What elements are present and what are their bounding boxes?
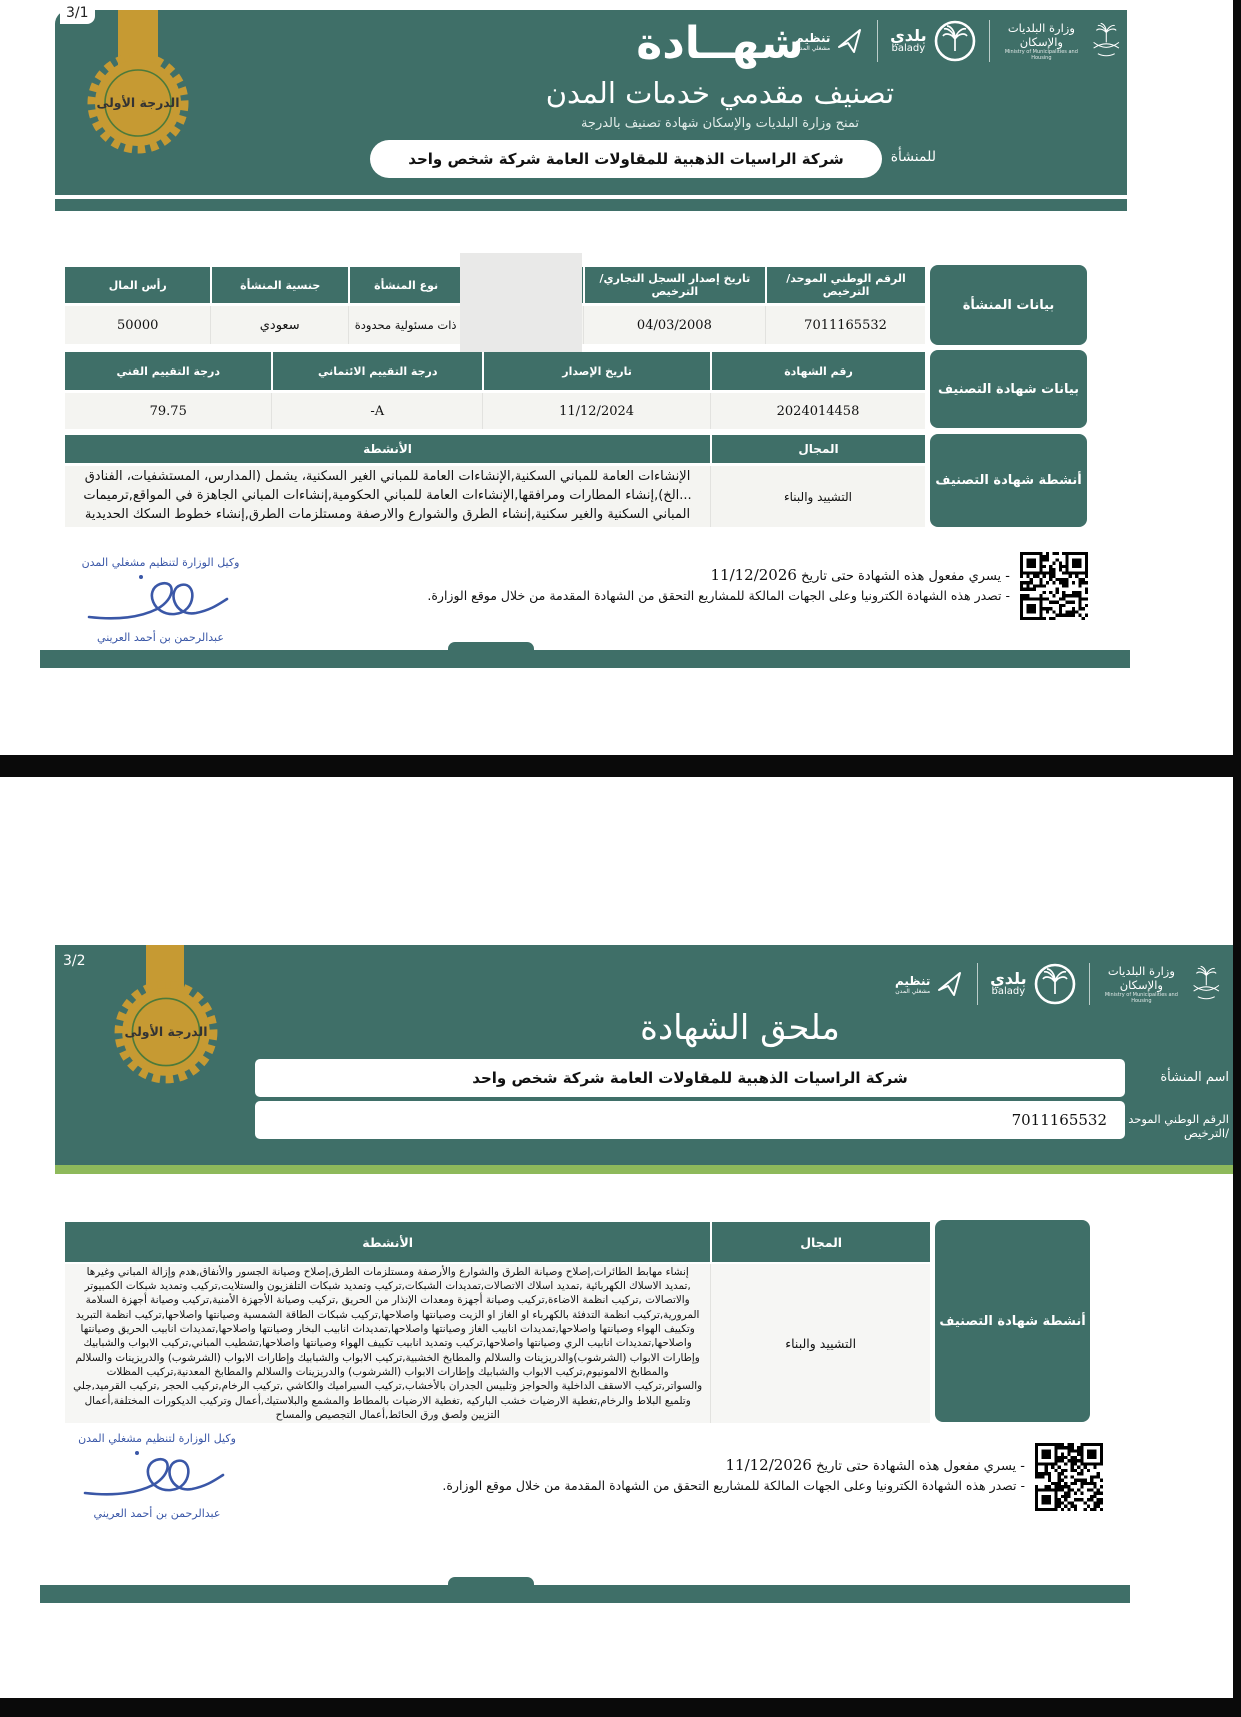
balady-logo bbox=[890, 19, 976, 63]
validity-date: 11/12/2026 bbox=[725, 1456, 812, 1474]
ministry-logo bbox=[1001, 13, 1125, 69]
validity-text: - يسري مفعول هذه الشهادة حتى تاريخ bbox=[801, 569, 1010, 584]
balady-palm-icon bbox=[1033, 962, 1077, 1006]
footer-notes bbox=[300, 566, 1010, 603]
entity-name-field bbox=[255, 1059, 1125, 1097]
logo-divider bbox=[977, 963, 978, 1005]
tanzim-arrow-icon bbox=[935, 969, 965, 999]
header-logos bbox=[895, 955, 1225, 1013]
ministry-emblem-icon bbox=[1188, 956, 1225, 1012]
logo-divider bbox=[989, 20, 990, 62]
cell-value: سعودي bbox=[210, 306, 348, 344]
col-header: نوع المنشأة bbox=[348, 267, 462, 303]
tanzim-label: تنظيم bbox=[795, 30, 831, 45]
footer-notes bbox=[300, 1456, 1025, 1493]
issue-note: - تصدر هذه الشهادة الكترونيا وعلى الجهات المالكة للمشاريع التحقق من الشهادة المقدمة من خلال موقع الوزارة. bbox=[442, 1478, 1025, 1493]
certificate-table-values bbox=[65, 393, 925, 429]
col-header: تاريخ الإصدار bbox=[482, 352, 710, 390]
activities-table-body bbox=[65, 466, 925, 527]
col-header: المجال bbox=[710, 1222, 930, 1262]
col-header: الأنشطة bbox=[65, 435, 710, 463]
national-number-field bbox=[255, 1101, 1125, 1139]
field-label: اسم المنشأة bbox=[1160, 1070, 1229, 1085]
page1-title: شهــادة bbox=[636, 18, 804, 69]
tanzim-sublabel: مشغلي المدن bbox=[795, 44, 831, 52]
section-certificate-label: بيانات شهادة التصنيف bbox=[930, 350, 1087, 428]
page1-bottom-bar bbox=[40, 650, 1130, 668]
entity-label: للمنشأة bbox=[890, 149, 936, 165]
signature-icon bbox=[81, 571, 241, 629]
certificate-table-header bbox=[65, 352, 925, 390]
cell-value: A- bbox=[271, 393, 482, 429]
entity-name-value: شركة الراسيات الذهبية للمقاولات العامة شركة شخص واحد bbox=[472, 1069, 908, 1087]
signature-block bbox=[68, 556, 253, 644]
page2-header-olive-strip bbox=[55, 1165, 1233, 1174]
entity-name: شركة الراسيات الذهبية للمقاولات العامة شركة شخص واحد bbox=[408, 150, 844, 168]
col-header: تاريخ إصدار السجل التجاري/ الترخيص bbox=[583, 267, 765, 303]
validity-date: 11/12/2026 bbox=[710, 566, 797, 584]
section-activities-label: أنشطة شهادة التصنيف bbox=[930, 434, 1087, 527]
signature-block bbox=[62, 1432, 252, 1520]
tanzim-logo bbox=[895, 969, 965, 999]
col-header: رقم الشهادة bbox=[710, 352, 925, 390]
col-header: جنسية المنشأة bbox=[210, 267, 348, 303]
cell-value: 11/12/2024 bbox=[482, 393, 710, 429]
page2-page-number: 3/2 bbox=[63, 953, 86, 969]
activities-text: إنشاء مهابط الطائرات,إصلاح وصيانة الطرق والشوارع والأرصفة ومستلزمات الطرق,إصلاح وصيانة الجسور والأنفاق,هدم وإزالة المباني وغيرها ,تمديد الاسلاك الكهربائية ,تمديد اسلاك الاتصالات,تمديدات الشبكات,تركيب وتمديد شبكات التلفزيون والستلايت,تركيب وتمديد شبكات الكمبيوتر والاتصالات ,تركيب انظمة الاضاءة,تركيب وصيانة أجهزة ومعدات الإنذار من الحريق ,تركيب وصيانة الأجهزة الأمنية,تركيب وصيانة أجهزة السلامة المرورية,تركيب انظمة التدفئة بالكهرباء او الغاز او الزيت وصيانتها واصلاحها,تركيب شبكات الطاقة الشمسية وصيانتها واصلاحها,تركيب انظمة التبريد وتكييف الهواء وصيانتها واصلاحها,تمديدات انابيب الغاز وصيانتها واصلاحها,تمديدات انابيب البخار وصيانتها واصلاحها,تمديدات انابيب الحريق وصيانتها واصلاحها,تمديدات انابيب الري وصيانتها واصلاحها,تركيب وتمديد انابيب تكييف الهواء وصيانتها واصلاحها,تشطيب المباني,تركيب الابواب والشبابيك وإطارات الابواب (الشرشوب)والدريزينات والسلالم والمطابخ الخشبية,تركيب الابواب والشبابيك وإطارات الابواب (الشرشوب) والدريزينات والسلالم والمطابخ الالمونيوم,تركيب الابواب والشبابيك وإطارات الابواب (الشرشوب) والدريزينات والسلالم والمطابخ المعدنية,تركيب المظلات والسواتر,تركيب الاسقف الداخلية والحواجز وتلبيس الجدران بالأخشاب,تركيب السيراميك والكاشي ,تركيب الرخام,تركيب الحجر ,تركيب القرميد,جلي وتلميع البلاط والرخام,تغطية الارضيات خشب الباركيه ,تغطية الارضيات بالمطاط والمشمع والبلاستيك,أعمال وتركيب الديكورات المختلفة,أعمال التزيين ولصق ورق الحائط,أعمال التجصيص والمساح bbox=[73, 1265, 703, 1422]
field-value: التشييد والبناء bbox=[710, 466, 925, 527]
field-label: الرقم الوطني الموحد /الترخيص bbox=[1128, 1112, 1229, 1140]
col-header: الأنشطة bbox=[65, 1222, 710, 1262]
tanzim-sublabel: مشغلي المدن bbox=[895, 987, 931, 995]
cell-value: 04/03/2008 bbox=[583, 306, 765, 344]
signer-title: وكيل الوزارة لتنظيم مشغلي المدن bbox=[78, 1432, 236, 1445]
signer-title: وكيل الوزارة لتنظيم مشغلي المدن bbox=[81, 556, 240, 569]
cell-value: 79.75 bbox=[149, 403, 187, 419]
logo-divider bbox=[1089, 963, 1090, 1005]
page1-subtitle: تصنيف مقدمي خدمات المدن bbox=[545, 76, 895, 110]
activities-table-header bbox=[65, 1222, 930, 1262]
qr-code bbox=[1035, 1443, 1103, 1511]
header-logos bbox=[795, 12, 1125, 70]
section-establishment-label: بيانات المنشأة bbox=[930, 265, 1087, 345]
tanzim-arrow-icon bbox=[835, 26, 865, 56]
section-activities-label: أنشطة شهادة التصنيف bbox=[935, 1220, 1090, 1422]
activities-table-body bbox=[65, 1264, 930, 1423]
validity-text: - يسري مفعول هذه الشهادة حتى تاريخ bbox=[816, 1459, 1025, 1474]
medal-label: الدرجة الأولى bbox=[124, 1024, 208, 1039]
balady-logo bbox=[990, 962, 1076, 1006]
issue-note: - تصدر هذه الشهادة الكترونيا وعلى الجهات المالكة للمشاريع التحقق من الشهادة المقدمة من خلال موقع الوزارة. bbox=[427, 588, 1010, 603]
balady-en: balady bbox=[991, 986, 1026, 997]
page1-header-strip bbox=[55, 199, 1127, 211]
tanzim-logo bbox=[795, 26, 865, 56]
ministry-en: Ministry of Municipalities and Housing bbox=[1004, 49, 1078, 61]
tanzim-label: تنظيم bbox=[895, 973, 931, 988]
qr-code bbox=[1020, 552, 1088, 620]
logo-divider bbox=[877, 20, 878, 62]
page-divider bbox=[0, 755, 1241, 777]
cell-value: ذات مسئولية محدودة bbox=[348, 306, 462, 344]
signature-icon bbox=[77, 1447, 237, 1505]
frame-right-edge bbox=[1233, 0, 1241, 1717]
page2-title: ملحق الشهادة bbox=[640, 1008, 840, 1048]
frame-bottom-edge bbox=[0, 1698, 1241, 1717]
medal-label: الدرجة الأولى bbox=[96, 95, 180, 110]
entity-name-pill bbox=[370, 140, 882, 178]
page1-grant-line: تمنح وزارة البلديات والإسكان شهادة تصنيف بالدرجة bbox=[580, 116, 860, 131]
ministry-logo bbox=[1101, 956, 1225, 1012]
col-header: درجة التقييم الائتماني bbox=[271, 352, 482, 390]
ministry-en: Ministry of Municipalities and Housing bbox=[1104, 992, 1178, 1004]
cell-value: 50000 bbox=[117, 317, 159, 333]
balady-ar: بلدي bbox=[990, 969, 1027, 988]
balady-en: balady bbox=[891, 43, 926, 54]
cell-value: 7011165532 bbox=[765, 306, 925, 344]
activities-text: الإنشاءات العامة للمباني السكنية,الإنشاءات العامة للمباني الغير السكنية، يشمل (المدارس، المستشفيات، الفنادق ...الخ),إنشاء المطارات ومرافقها,الإنشاءات العامة للمباني الحكومية,إنشاءات المباني الجاهزة في المواقع,ترميمات المباني السكنية والغير سكنية,إنشاء الطرق والشوارع والارصفة ومستلزمات الطرق,إنشاء خطوط السكك الحديدية bbox=[83, 469, 692, 522]
balady-palm-icon bbox=[933, 19, 977, 63]
col-header: الرقم الوطني الموحد/ الترخيص bbox=[765, 267, 925, 303]
field-value: التشييد والبناء bbox=[710, 1264, 930, 1423]
signer-name: عبدالرحمن بن أحمد العريني bbox=[93, 1507, 221, 1520]
ministry-ar: وزارة البلديات والإسكان bbox=[1107, 964, 1175, 992]
activities-table-header bbox=[65, 435, 925, 463]
page1-page-number: 3/1 bbox=[60, 4, 95, 24]
ministry-emblem-icon bbox=[1088, 13, 1125, 69]
signer-name: عبدالرحمن بن أحمد العريني bbox=[97, 631, 224, 644]
cell-value: 2024014458 bbox=[710, 393, 925, 429]
national-number-value: 7011165532 bbox=[1011, 1111, 1107, 1129]
balady-ar: بلدي bbox=[890, 26, 927, 45]
col-header: المجال bbox=[710, 435, 925, 463]
ministry-ar: وزارة البلديات والإسكان bbox=[1007, 21, 1075, 49]
col-header: رأس المال bbox=[65, 267, 210, 303]
page2-bottom-bar bbox=[40, 1585, 1130, 1603]
col-header: درجة التقييم الفني bbox=[65, 352, 271, 390]
